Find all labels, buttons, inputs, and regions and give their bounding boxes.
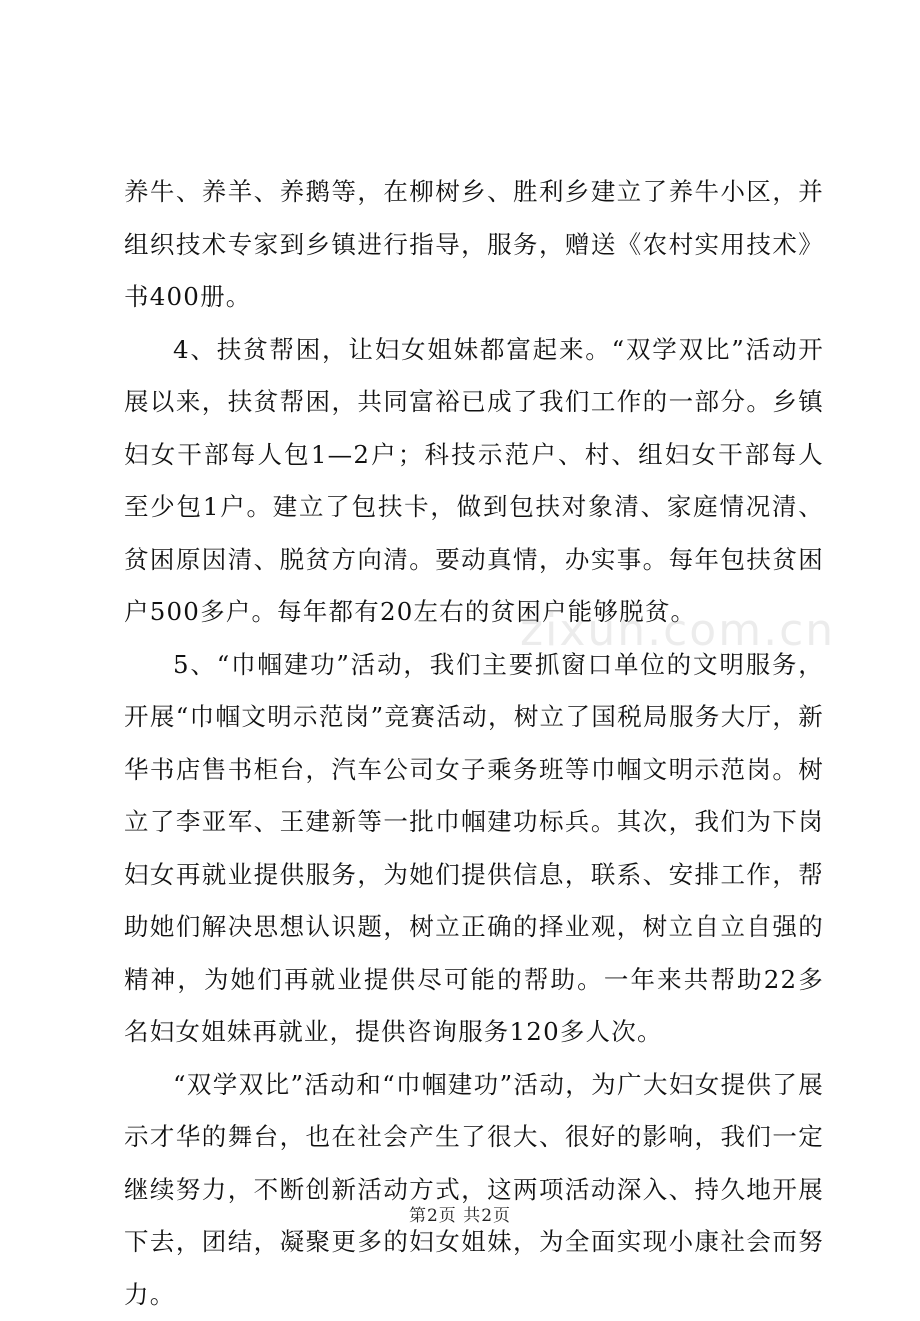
paragraph-item-4: 4、扶贫帮困，让妇女姐妹都富起来。“双学双比”活动开展以来，扶贫帮困，共同富裕已成了我们工作的一部分。乡镇妇女干部每人包1—2户；科技示范户、村、组妇女干部每人至少包1户。建立了包扶卡，做到包扶对象清、家庭情况清、贫困原因清、脱贫方向清。要动真情，办实事。每年包扶贫困户500多户。每年都有20左右的贫困户能够脱贫。 — [124, 324, 824, 639]
paragraph-conclusion: “双学双比”活动和“巾帼建功”活动，为广大妇女提供了展示才华的舞台，也在社会产生了很大、很好的影响，我们一定继续努力，不断创新活动方式，这两项活动深入、持久地开展下去，团结，凝聚更多的妇女姐妹，为全面实现小康社会而努力。 — [124, 1059, 824, 1321]
paragraph-item-5: 5、“巾帼建功”活动，我们主要抓窗口单位的文明服务，开展“巾帼文明示范岗”竞赛活动，树立了国税局服务大厅，新华书店售书柜台，汽车公司女子乘务班等巾帼文明示范岗。树立了李亚军、王建新等一批巾帼建功标兵。其次，我们为下岗妇女再就业提供服务，为她们提供信息，联系、安排工作，帮助她们解决思想认识题，树立正确的择业观，树立自立自强的精神，为她们再就业提供尽可能的帮助。一年来共帮助22多名妇女姐妹再就业，提供咨询服务120多人次。 — [124, 639, 824, 1059]
document-body — [124, 166, 824, 1321]
paragraph-continued: 养牛、养羊、养鹅等，在柳树乡、胜利乡建立了养牛小区，并组织技术专家到乡镇进行指导，服务，赠送《农村实用技术》书400册。 — [124, 166, 824, 324]
page-footer: 第2页 共2页 — [0, 1201, 920, 1226]
watermark: zixun.com.cn — [520, 605, 835, 656]
